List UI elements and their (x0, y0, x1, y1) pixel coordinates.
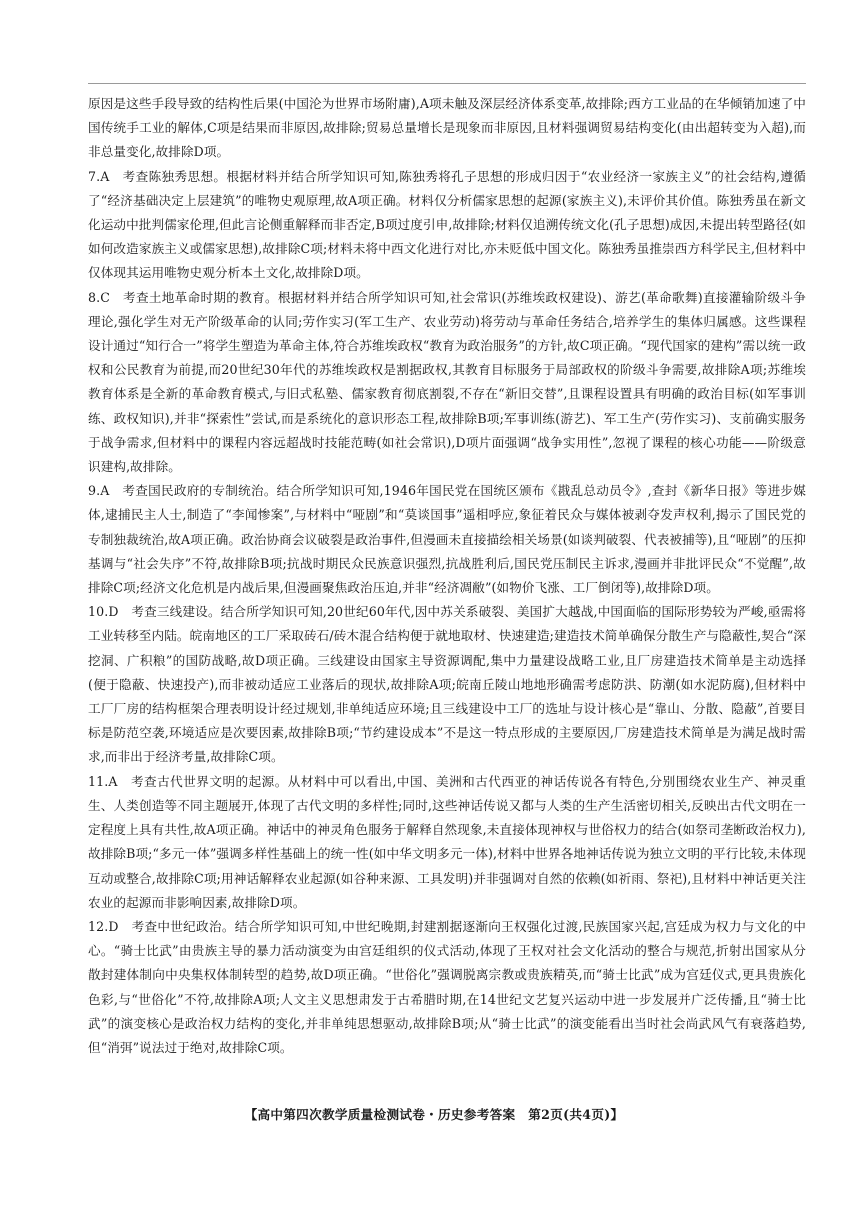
answer-content (88, 92, 806, 1060)
answer-item-12: 12.D 考查中世纪政治。结合所学知识可知,中世纪晚期,封建割据逐渐向王权强化过渡,民族国家兴起,宫廷成为权力与文化的中心。“骑士比武”由贵族主导的暴力活动演变为由宫廷组织的仪式活动,体现了王权对社会文化活动的整合与规范,折射出国家从分散封建体制向中央集权体制转型的趋势,故D项正确。“世俗化”强调脱离宗教或贵族精英,而“骑士比武”成为宫廷仪式,更具贵族化色彩,与“世俗化”不符,故排除A项;人文主义思想肃发于古希腊时期,在14世纪文艺复兴运动中进一步发展并广泛传播,且“骑士比武”的演变核心是政治权力结构的变化,并非单纯思想驱动,故排除B项;从“骑士比武”的演变能看出当时社会尚武风气有衰落趋势,但“消弭”说法过于绝对,故排除C项。 (88, 918, 806, 1055)
answer-item-8: 8.C 考查土地革命时期的教育。根据材料并结合所学知识可知,社会常识(苏维埃政权建设)、游艺(革命歌舞)直接灌输阶级斗争理论,强化学生对无产阶级革命的认同;劳作实习(军工生产、农业劳动)将劳动与革命任务结合,培养学生的集体归属感。这些课程设计通过“知行合一”将学生塑造为革命主体,符合苏维埃政权“教育为政治服务”的方针,故C项正确。“现代国家的建构”需以统一政权和公民教育为前提,而20世纪30年代的苏维埃政权是割据政权,其教育目标服务于局部政权的阶级斗争需要,故排除A项;苏维埃教育体系是全新的革命教育模式,与旧式私塾、儒家教育彻底割裂,不存在“新旧交替”,且课程设置具有明确的政治目标(如军事训练、政权知识),并非“探索性”尝试,而是系统化的意识形态工程,故排除B项;军事训练(游艺)、军工生产(劳作实习)、支前确实服务于战争需求,但材料中的课程内容远超战时技能范畴(如社会常识),D项片面强调“战争实用性”,忽视了课程的核心功能——阶级意识建构,故排除。 (88, 289, 806, 475)
page-footer: 【高中第四次教学质量检测试卷・历史参考答案 第2页(共4页)】 (244, 1107, 624, 1122)
answer-item-9: 9.A 考查国民政府的专制统治。结合所学知识可知,1946年国民党在国统区颁布《戡乱总动员令》,查封《新华日报》等进步媒体,逮捕民主人士,制造了“李闻惨案”,与材料中“哑剧”和“莫谈国事”遥相呼应,象征着民众与媒体被剥夺发声权利,揭示了国民党的专制独裁统治,故A项正确。政治协商会议破裂是政治事件,但漫画未直接描绘相关场景(如谈判破裂、代表被捕等),且“哑剧”的压抑基调与“社会失序”不符,故排除B项;抗战时期民众民族意识强烈,抗战胜利后,国民党压制民主诉求,漫画并非批评民众“不觉醒”,故排除C项;经济文化危机是内战后果,但漫画聚焦政治压迫,并非“经济凋敝”(如物价飞涨、工厂倒闭等),故排除D项。 (88, 483, 806, 596)
paragraph-continuation: 原因是这些手段导致的结构性后果(中国沦为世界市场附庸),A项未触及深层经济体系变革,故排除;西方工业品的在华倾销加速了中国传统手工业的解体,C项是结果而非原因,故排除;贸易总量增长是现象而非原因,且材料强调贸易结构变化(由出超转变为入超),而非总量变化,故排除D项。 (88, 96, 806, 160)
answer-item-10: 10.D 考查三线建设。结合所学知识可知,20世纪60年代,因中苏关系破裂、美国扩大越战,中国面临的国际形势较为严峻,亟需将工业转移至内陆。皖南地区的工厂采取砖石/砖木混合结构便于就地取材、快速建造;建造技术简单确保分散生产与隐蔽性,契合“深挖洞、广积粮”的国防战略,故D项正确。三线建设由国家主导资源调配,集中力量建设战略工业,且厂房建造技术简单是主动选择(便于隐蔽、快速投产),而非被动适应工业落后的现状,故排除A项;皖南丘陵山地地形确需考虑防洪、防潮(如水泥防腐),但材料中工厂厂房的结构框架合理表明设计经过规划,非单纯适应环境;且三线建设中工厂的选址与设计核心是“靠山、分散、隐蔽”,首要目标是防范空袭,环境适应是次要因素,故排除B项;“节约建设成本”不是这一特点形成的主要原因,厂房建造技术简单是为满足战时需求,而非出于经济考量,故排除C项。 (88, 604, 806, 765)
header-rule (88, 83, 806, 84)
answer-item-11: 11.A 考查古代世界文明的起源。从材料中可以看出,中国、美洲和古代西亚的神话传说各有特色,分别围绕农业生产、神灵重生、人类创造等不同主题展开,体现了古代文明的多样性;同时,这些神话传说又都与人类的生产生活密切相关,反映出古代文明在一定程度上具有共性,故A项正确。神话中的神灵角色服务于解释自然现象,未直接体现神权与世俗权力的结合(如祭司垄断政治权力),故排除B项;“多元一体”强调多样性基础上的统一性(如中华文明多元一体),材料中世界各地神话传说为独立文明的平行比较,未体现互动或整合,故排除C项;用神话解释农业起源(如谷种来源、工具发明)并非强调对自然的依赖(如祈雨、祭祀),且材料中神话更关注农业的起源而非影响因素,故排除D项。 (88, 773, 806, 910)
answer-item-7: 7.A 考查陈独秀思想。根据材料并结合所学知识可知,陈独秀将孔子思想的形成归因于“农业经济一家族主义”的社会结构,遵循了“经济基础决定上层建筑”的唯物史观原理,故A项正确。材料仅分析儒家思想的起源(家族主义),未评价其价值。陈独秀虽在新文化运动中批判儒家伦理,但此言论侧重解释而非否定,B项过度引申,故排除;材料仅追溯传统文化(孔子思想)成因,未提出转型路径(如如何改造家族主义或儒家思想),故排除C项;材料未将中西文化进行对比,亦未贬低中国文化。陈独秀虽推崇西方科学民主,但材料中仅体现其运用唯物史观分析本土文化,故排除D项。 (88, 168, 806, 281)
